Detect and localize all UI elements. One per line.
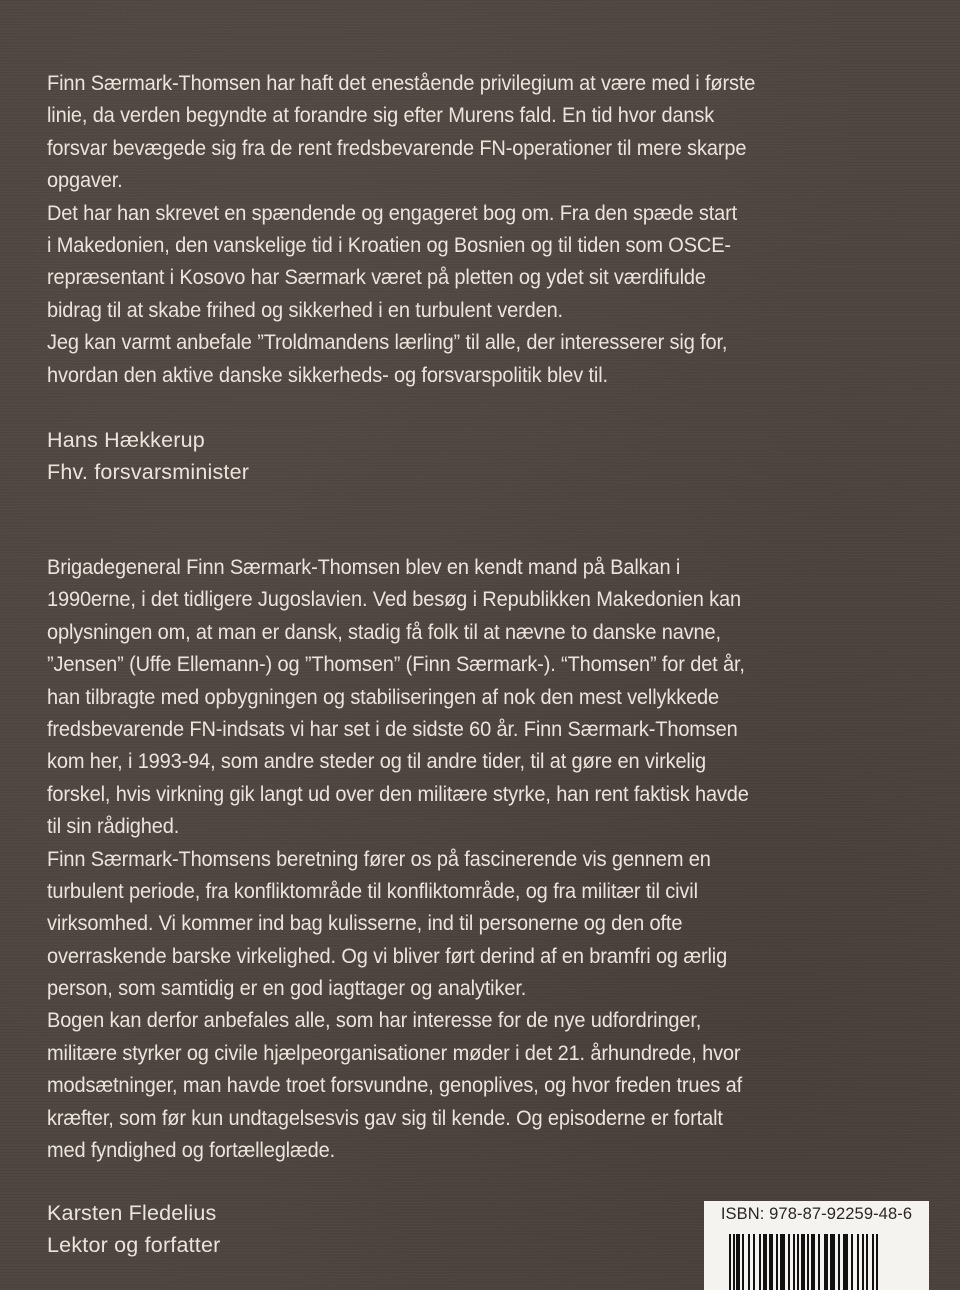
signature-title: Lektor og forfatter	[47, 1233, 221, 1258]
review-line: forskel, hvis virkning gik langt ud over den militære styrke, han rent faktisk havde	[47, 781, 749, 806]
review-line: Brigadegeneral Finn Særmark-Thomsen blev en kendt mand på Balkan i	[47, 555, 681, 579]
review-line: virksomhed. Vi kommer ind bag kulisserne, ind til personerne og den ofte	[47, 911, 683, 936]
signature-name: Hans Hækkerup	[47, 428, 205, 452]
signature-name: Karsten Fledelius	[47, 1201, 217, 1225]
review-line: fredsbevarende FN-indsats vi har set i de sidste 60 år. Finn Særmark-Thomsen	[47, 716, 738, 741]
review-line: til sin rådighed.	[47, 814, 180, 839]
review-line: kom her, i 1993-94, som andre steder og til andre tider, til at gøre en virkelig	[47, 749, 707, 774]
review-karsten-fledelius	[47, 551, 927, 1166]
review-line: kræfter, som før kun undtagelsesvis gav sig til kende. Og episoderne er fortalt	[47, 1105, 723, 1130]
isbn-barcode-panel	[704, 1201, 929, 1290]
review-line: oplysningen om, at man er dansk, stadig få folk til at nævne to danske navne,	[47, 619, 721, 644]
review-line: Finn Særmark-Thomsen har haft det enestående privilegium at være med i første	[47, 71, 756, 95]
review-line: bidrag til at skabe frihed og sikkerhed i en turbulent verden.	[47, 297, 563, 322]
review-line: opgaver.	[47, 168, 123, 193]
signature-hans-haekkerup	[47, 424, 927, 489]
review-line: ”Jensen” (Uffe Ellemann-) og ”Thomsen” (Finn Særmark-). “Thomsen” for det år,	[47, 652, 745, 677]
review-line: repræsentant i Kosovo har Særmark været på pletten og ydet sit værdifulde	[47, 265, 706, 290]
review-line: Det har han skrevet en spændende og engageret bog om. Fra den spæde start	[47, 200, 738, 225]
review-line: linie, da verden begyndte at forandre sig efter Murens fald. En tid hvor dansk	[47, 103, 715, 128]
review-line: person, som samtidig er en god iagttager og analytiker.	[47, 976, 527, 1001]
isbn-label: ISBN: 978-87-92259-48-6	[720, 1205, 913, 1223]
review-line: forsvar bevægede sig fra de rent fredsbevarende FN-operationer til mere skarpe	[47, 135, 747, 160]
review-line: overraskende barske virkelighed. Og vi bliver ført derind af en bramfri og ærlig	[47, 943, 728, 968]
barcode-icon	[729, 1234, 904, 1290]
review-line: hvordan den aktive danske sikkerheds- og forsvarspolitik blev til.	[47, 362, 608, 387]
review-line: i Makedonien, den vanskelige tid i Kroatien og Bosnien og til tiden som OSCE-	[47, 232, 731, 257]
review-line: 1990erne, i det tidligere Jugoslavien. Ved besøg i Republikken Makedonien kan	[47, 587, 741, 612]
review-line: militære styrker og civile hjælpeorganisationer møder i det 21. århundrede, hvor	[47, 1040, 741, 1065]
review-line: Jeg kan varmt anbefale ”Troldmandens lærling” til alle, der interesserer sig for,	[47, 330, 728, 355]
review-line: med fyndighed og fortælleglæde.	[47, 1138, 336, 1163]
review-line: Bogen kan derfor anbefales alle, som har interesse for de nye udfordringer,	[47, 1008, 702, 1033]
review-line: Finn Særmark-Thomsens beretning fører os på fascinerende vis gennem en	[47, 846, 711, 871]
review-line: han tilbragte med opbygningen og stabiliseringen af nok den mest vellykkede	[47, 684, 720, 709]
signature-title: Fhv. forsvarsminister	[47, 460, 250, 485]
review-line: modsætninger, man havde troet forsvundne, genoplives, og hvor freden trues af	[47, 1073, 743, 1098]
review-hans-haekkerup	[47, 67, 927, 391]
review-line: turbulent periode, fra konfliktområde til konfliktområde, og fra militær til civil	[47, 878, 698, 903]
